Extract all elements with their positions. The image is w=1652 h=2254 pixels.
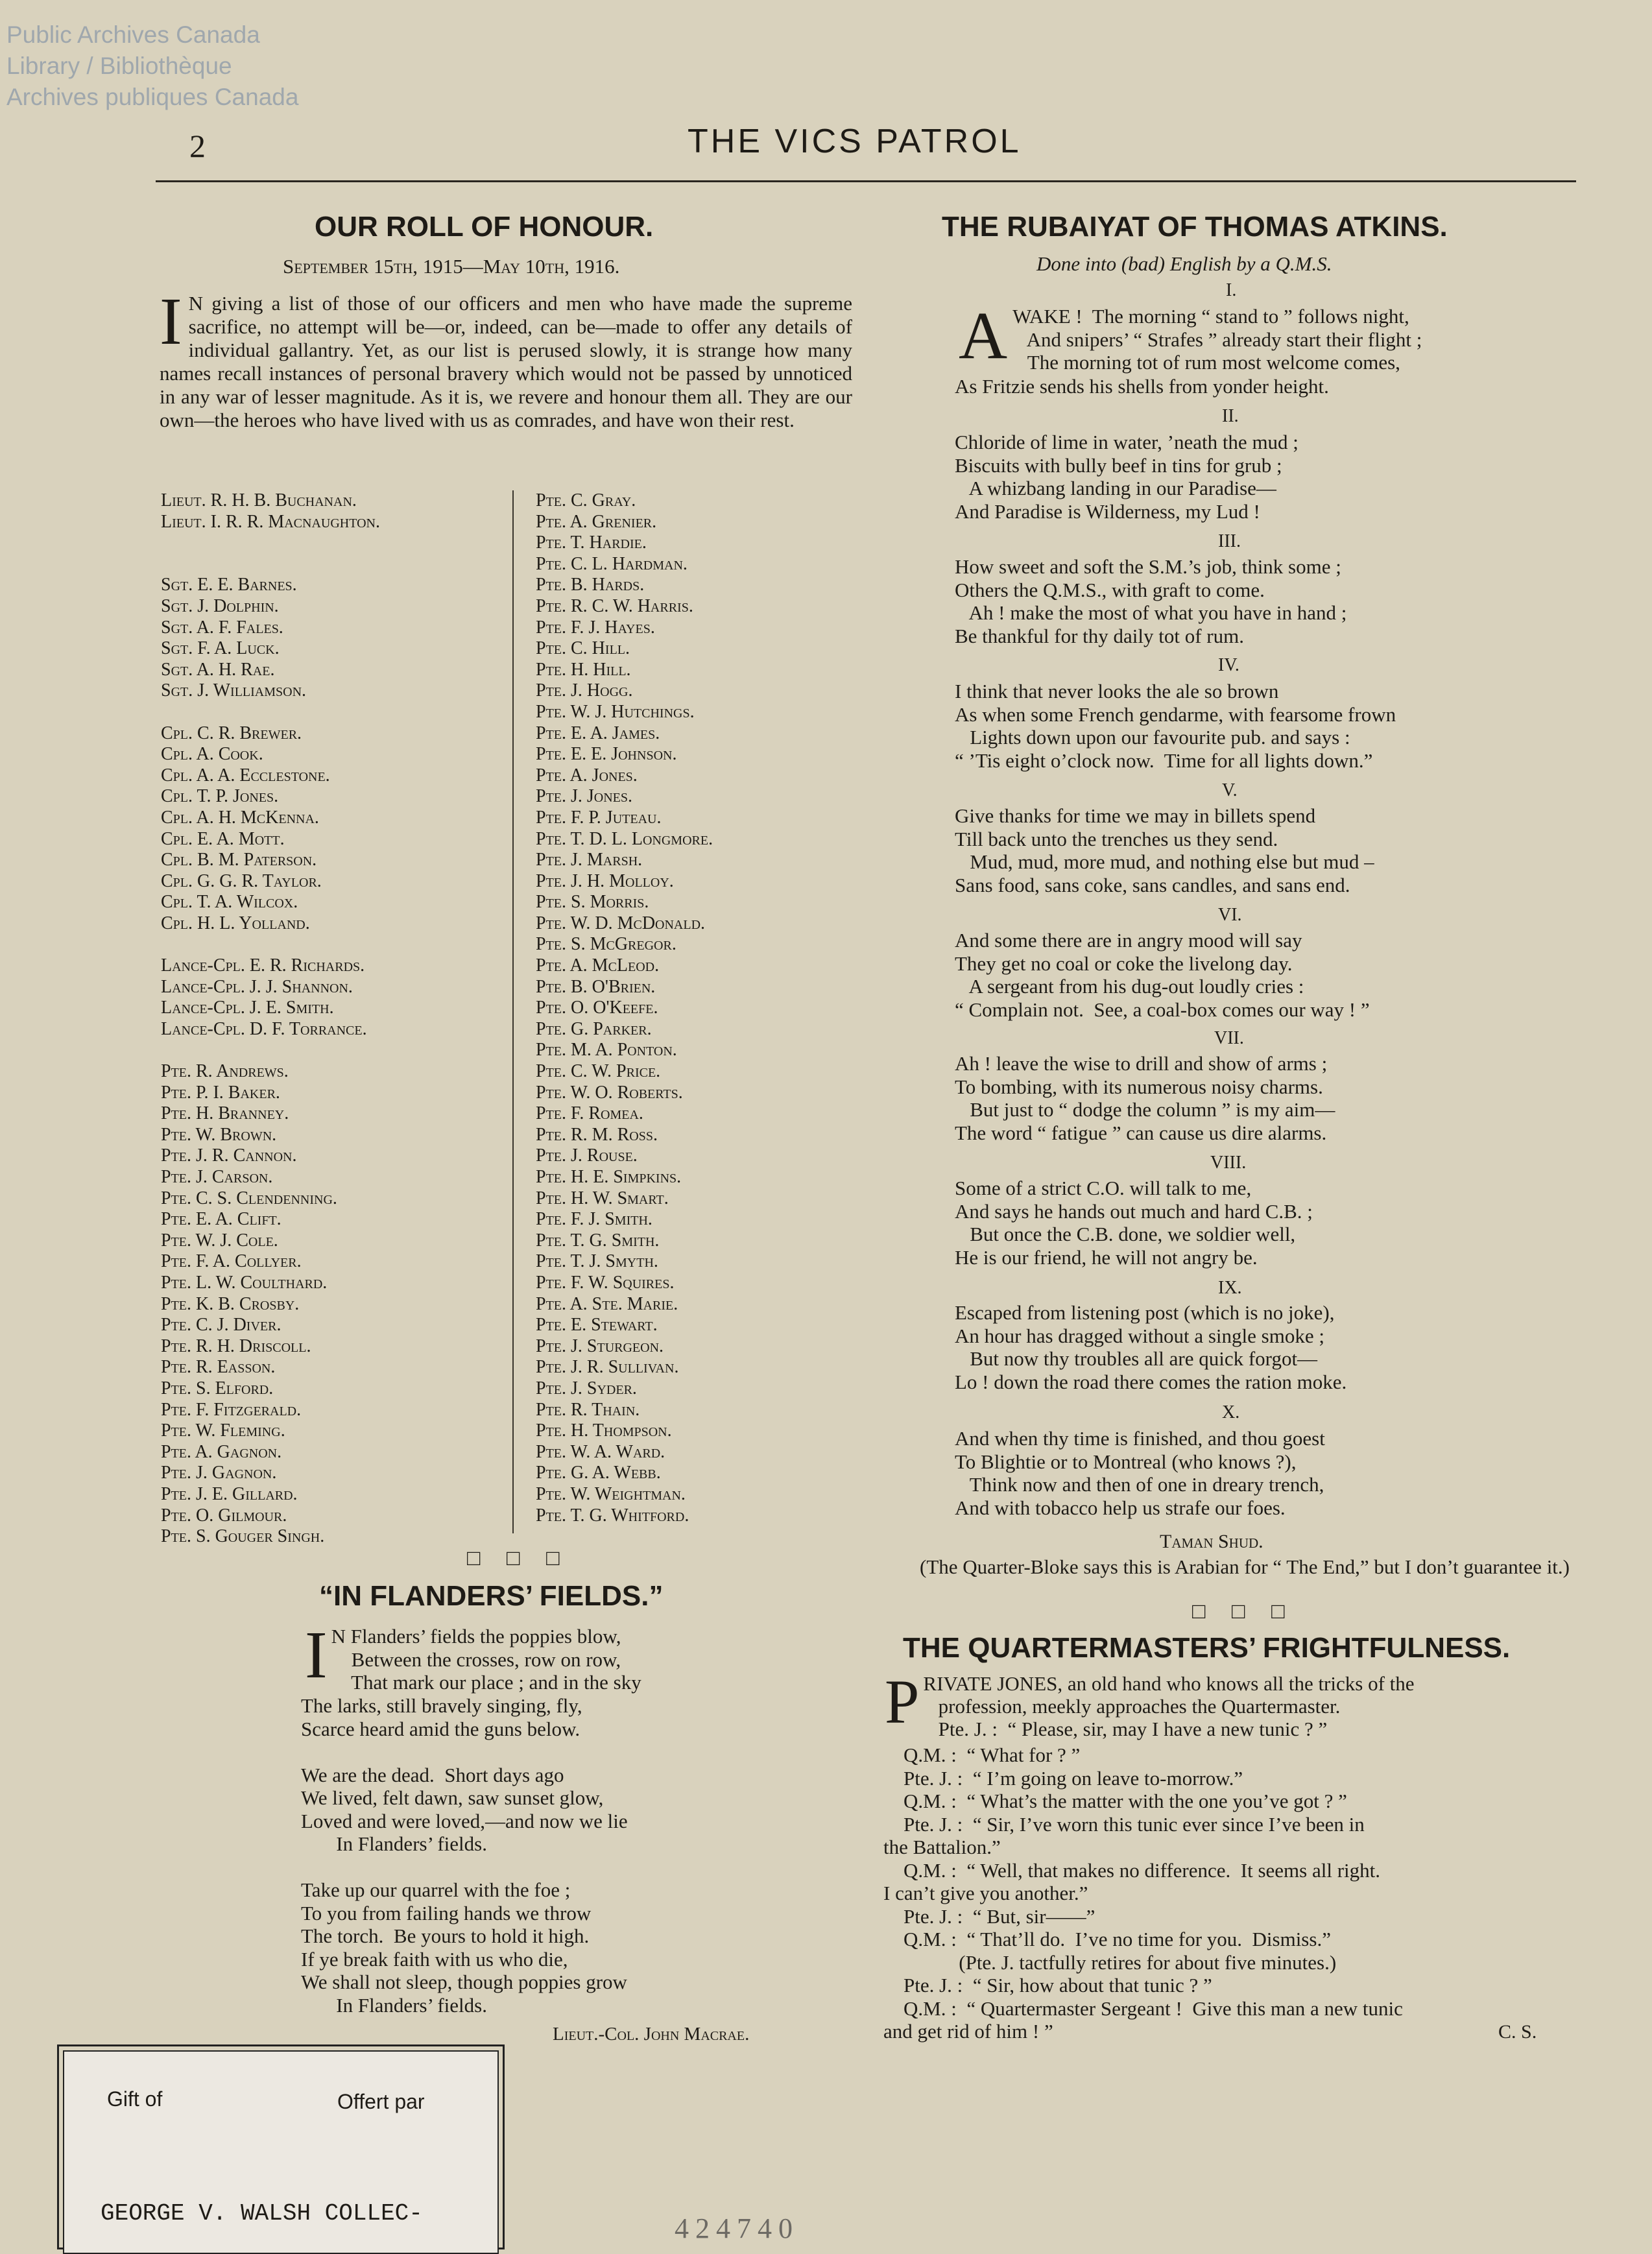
drop-cap: I bbox=[160, 284, 182, 359]
roll-list-right: Pte. C. Gray. Pte. A. Grenier. Pte. T. Hardie. Pte. C. L. Hardman. Pte. B. Hards. Pte. R. C. W. Harris. Pte. F. J. Hayes. Pte. C. Hill. Pte. H. Hill. Pte. J. Hogg. Pte. W. J. Hutchings. Pte. E. A. James. Pte. E. E. Johnson. Pte. A. Jones. Pte. J. Jones. Pte. F. P. Juteau. Pte. T. D. L. Longmore. Pte. J. Marsh. Pte. J. H. Molloy. Pte. S. Morris. Pte. W. D. McDonald. Pte. S. McGregor. Pte. A. McLeod. Pte. B. O'Brien. Pte. O. O'Keefe. Pte. G. Parker. Pte. M. A. Ponton. Pte. C. W. Price. Pte. W. O. Roberts. Pte. F. Romea. Pte. R. M. Ross. Pte. J. Rouse. Pte. H. E. Simpkins. Pte. H. W. Smart. Pte. F. J. Smith. Pte. T. G. Smith. Pte. T. J. Smyth. Pte. F. W. Squires. Pte. A. Ste. Marie. Pte. E. Stewart. Pte. J. Sturgeon. Pte. J. R. Sullivan. Pte. J. Syder. Pte. R. Thain. Pte. H. Thompson. Pte. W. A. Ward. Pte. G. A. Webb. Pte. W. Weightman. Pte. T. G. Whitford. bbox=[536, 490, 713, 1526]
frightfulness-dialogue: Q.M. : “ What for ? ” Pte. J. : “ I’m going on leave to-morrow.” Q.M. : “ What’s the matter with the one you’ve got ? ” Pte. J. : “ Sir, I’ve worn this tunic ever since I’ve been in the Battalion.” Q.M. : “ Well, that makes no difference. It seems all right. I can’t give you another.” Pte. J. : “ But, sir——” Q.M. : “ That’ll do. I’ve no time for you. Dismiss.” (Pte. J. tactfully retires for about five minutes.) Pte. J. : “ Sir, how about that tunic ? ” Q.M. : “ Quartermaster Sergeant ! Give this man a new tunic and get rid of him ! ” bbox=[883, 1744, 1403, 2043]
frightfulness-signature: C. S. bbox=[1498, 2021, 1537, 2043]
stamp-line: Library / Bibliothèque bbox=[6, 53, 232, 79]
stanza: And when thy time is finished, and thou goest To Blightie or to Montreal (who knows ?), Think now and then of one in dreary trench, And with tobacco help us strafe our foes. bbox=[955, 1427, 1325, 1519]
collection-name: GEORGE V. WALSH COLLEC- bbox=[101, 2200, 423, 2227]
frightfulness-intro-text: RIVATE JONES, an old hand who knows all the tricks of the profession, meekly approaches the Quartermaster. Pte. J. : “ Please, sir, may I have a new tunic ? ” bbox=[923, 1672, 1415, 1740]
roll-intro bbox=[160, 284, 852, 432]
rubaiyat-title: THE RUBAIYAT OF THOMAS ATKINS. bbox=[942, 211, 1448, 243]
archive-stamp bbox=[6, 19, 298, 113]
stanza: Give thanks for time we may in billets spend Till back unto the trenches us they send. Mud, mud, more mud, and nothing else but mud – Sans food, sans coke, sans candles, and sans end. bbox=[955, 804, 1374, 896]
stanza-1 bbox=[959, 298, 1422, 374]
column-divider bbox=[512, 490, 514, 1533]
stamp-line: Public Archives Canada bbox=[6, 21, 260, 48]
flanders-opening-lines: N Flanders’ fields the poppies blow, Between the crosses, row on row, That mark our place ; and in the sky bbox=[331, 1625, 641, 1694]
stanza-number: VI. bbox=[1218, 905, 1242, 925]
gift-of-label: Gift of bbox=[107, 2087, 163, 2111]
drop-cap: I bbox=[305, 1618, 328, 1692]
flanders-title: “IN FLANDERS’ FIELDS.” bbox=[319, 1580, 664, 1612]
stanza: I think that never looks the ale so brown As when some French gendarme, with fearsome frown Lights down upon our favourite pub. and says : “ ’Tis eight o’clock now. Time for all lights down.” bbox=[955, 680, 1396, 772]
stanza-number: VIII. bbox=[1210, 1153, 1247, 1173]
ornament: □ □ □ bbox=[1192, 1600, 1295, 1624]
roll-title: OUR ROLL OF HONOUR. bbox=[315, 211, 654, 243]
drop-cap: P bbox=[885, 1667, 920, 1736]
accession-number: 424740 bbox=[675, 2212, 799, 2244]
stanza-1-lines: WAKE ! The morning “ stand to ” follows night, And snipers’ “ Strafes ” already start their flight ; The morning tot of rum most welcome comes, bbox=[1012, 305, 1422, 374]
flanders-poem: The larks, still bravely singing, fly, Scarce heard amid the guns below. We are the dead. Short days ago We lived, felt dawn, saw sunset glow, Loved and were loved,—and now we lie In Flanders’ fields. Take up our quarrel with the foe ; To you from failing hands we throw The torch. Be yours to hold it high. If ye break faith with us who die, We shall not sleep, though poppies grow In Flanders’ fields. bbox=[301, 1694, 628, 2017]
rubaiyat-subtitle: Done into (bad) English by a Q.M.S. bbox=[1036, 252, 1332, 275]
running-title: THE VICS PATROL bbox=[688, 123, 1022, 160]
frightfulness-title: THE QUARTERMASTERS’ FRIGHTFULNESS. bbox=[903, 1632, 1511, 1664]
stanza-number: IV. bbox=[1218, 655, 1239, 675]
stanza: How sweet and soft the S.M.’s job, think some ; Others the Q.M.S., with graft to come. Ah ! make the most of what you have in hand ; Be thankful for thy daily tot of rum. bbox=[955, 555, 1347, 647]
stanza: Some of a strict C.O. will talk to me, And says he hands out much and hard C.B. ; But once the C.B. done, we soldier well, He is our friend, he will not angry be. bbox=[955, 1177, 1313, 1269]
roll-dates: September 15th, 1915—May 10th, 1916. bbox=[283, 255, 620, 278]
roll-intro-text: N giving a list of those of our officers and men who have made the supreme sacrifice, no attempt will be—or, indeed, can be—made to offer any details of individual gallantry. Yet, as our list is perused slowly, it is strange how many names recall instances of personal bravery which would not be passed by unnoticed in any war of lesser magnitude. As it is, we revere and honour them all. They are our own—the heroes who have lived with us as comrades, and have won their rest. bbox=[160, 292, 852, 431]
flanders-opening bbox=[305, 1618, 641, 1694]
offert-par-label: Offert par bbox=[337, 2090, 425, 2113]
stanza-number: I. bbox=[1226, 280, 1237, 300]
roll-list-left: Lieut. R. H. B. Buchanan. Lieut. I. R. R. Macnaughton. Sgt. E. E. Barnes. Sgt. J. Dolphin. Sgt. A. F. Fales. Sgt. F. A. Luck. Sgt. A. H. Rae. Sgt. J. Williamson. Cpl. C. R. Brewer. Cpl. A. Cook. Cpl. A. A. Ecclestone. Cpl. T. P. Jones. Cpl. A. H. McKenna. Cpl. E. A. Mott. Cpl. B. M. Paterson. Cpl. G. G. R. Taylor. Cpl. T. A. Wilcox. Cpl. H. L. Yolland. Lance-Cpl. E. R. Richards. Lance-Cpl. J. J. Shannon. Lance-Cpl. J. E. Smith. Lance-Cpl. D. F. Torrance. Pte. R. Andrews. Pte. P. I. Baker. Pte. H. Branney. Pte. W. Brown. Pte. J. R. Cannon. Pte. J. Carson. Pte. C. S. Clendenning. Pte. E. A. Clift. Pte. W. J. Cole. Pte. F. A. Collyer. Pte. L. W. Coulthard. Pte. K. B. Crosby. Pte. C. J. Diver. Pte. R. H. Driscoll. Pte. R. Easson. Pte. S. Elford. Pte. F. Fitzgerald. Pte. W. Fleming. Pte. A. Gagnon. Pte. J. Gagnon. Pte. J. E. Gillard. Pte. O. Gilmour. Pte. S. Gouger Singh. bbox=[161, 490, 380, 1547]
header-rule bbox=[156, 180, 1576, 182]
stanza: Escaped from listening post (which is no joke), An hour has dragged without a single smoke ; But now thy troubles all are quick forgot— Lo ! down the road there comes the ration moke. bbox=[955, 1301, 1347, 1393]
stanza: Ah ! leave the wise to drill and show of arms ; To bombing, with its numerous noisy charms. But just to “ dodge the column ” is my aim— The word “ fatigue ” can cause us dire alarms. bbox=[955, 1052, 1335, 1144]
page-number: 2 bbox=[189, 128, 206, 164]
flanders-credit: Lieut.-Col. John Macrae. bbox=[553, 2024, 750, 2044]
stanza-number: IX. bbox=[1218, 1278, 1242, 1298]
rubaiyat-signoff: Taman Shud. bbox=[1160, 1531, 1263, 1552]
frightfulness-intro bbox=[885, 1667, 1415, 1740]
stanza-number: III. bbox=[1218, 531, 1241, 551]
rubaiyat-note: (The Quarter-Bloke says this is Arabian for “ The End,” but I don’t guarantee it.) bbox=[920, 1555, 1570, 1578]
stanza: Chloride of lime in water, ’neath the mud ; Biscuits with bully beef in tins for grub ; A whizbang landing in our Paradise— And Paradise is Wilderness, my Lud ! bbox=[955, 431, 1299, 523]
stanza-number: VII. bbox=[1214, 1028, 1244, 1048]
stanza-number: V. bbox=[1222, 780, 1238, 800]
drop-cap: A bbox=[959, 298, 1008, 373]
stanza: And some there are in angry mood will say They get no coal or coke the livelong day. A sergeant from his dug-out loudly cries : “ Complain not. See, a coal-box comes our way ! ” bbox=[955, 929, 1370, 1021]
ornament: □ □ □ bbox=[467, 1546, 570, 1570]
stamp-line: Archives publiques Canada bbox=[6, 84, 299, 110]
stanza-1-last-line: As Fritzie sends his shells from yonder height. bbox=[955, 375, 1329, 398]
stanza-number: X. bbox=[1222, 1402, 1240, 1422]
stanza-number: II. bbox=[1222, 406, 1239, 426]
